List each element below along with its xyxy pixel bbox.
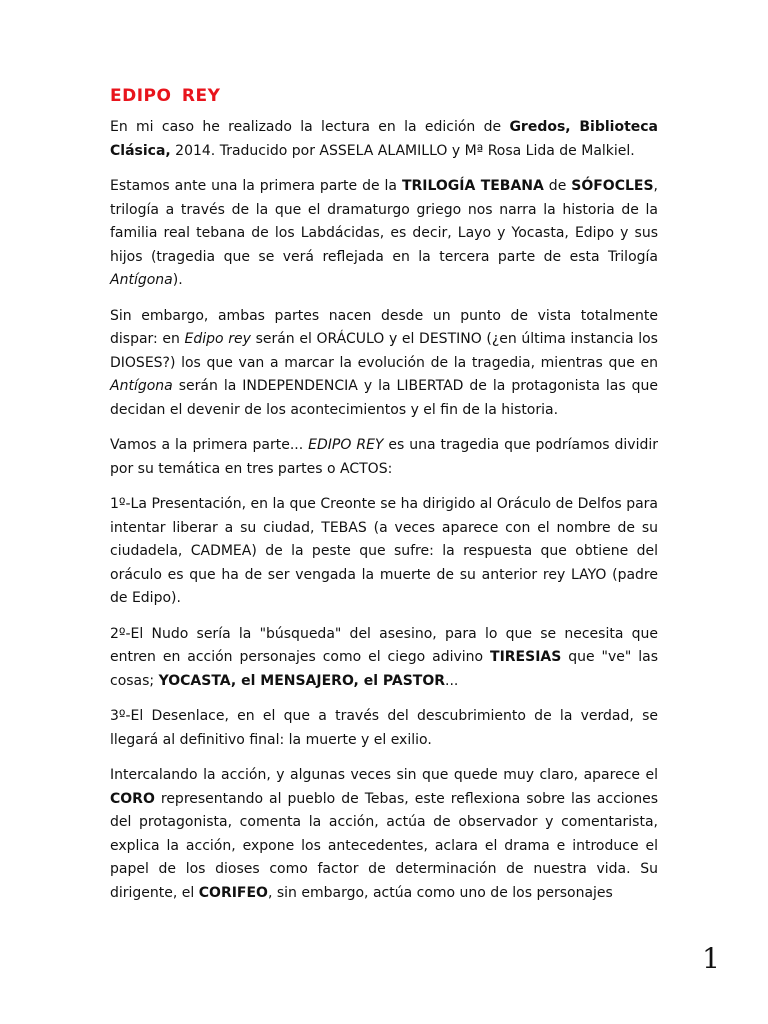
italic-text-run: Antígona: [110, 378, 173, 394]
body-paragraph: [110, 116, 658, 163]
text-run: ).: [172, 272, 183, 288]
text-run: que "ve" las cosas;: [110, 649, 658, 689]
text-run: ...: [445, 672, 459, 689]
bold-text-run: CORO: [110, 790, 155, 807]
bold-text-run: Gredos, Biblioteca Clásica,: [110, 119, 659, 159]
document-page: [110, 86, 658, 917]
text-run: 2014. Traducido por ASSELA ALAMILLO y Mª Rosa Lida de Malkiel.: [170, 142, 635, 159]
body-paragraph: [110, 705, 658, 752]
bold-text-run: CORIFEO: [198, 884, 268, 901]
text-run: Sin embargo, ambas partes nacen desde un punto de vista totalmente dispar: en: [110, 307, 658, 347]
italic-text-run: Antígona: [110, 272, 173, 288]
body-paragraph: [110, 434, 658, 481]
text-run: Estamos ante una la primera parte de la: [110, 178, 402, 194]
text-run: En mi caso he realizado la lectura en la edición de: [110, 119, 510, 135]
text-run: serán el ORÁCULO y el DESTINO (¿en última instancia los DIOSES?) los que van a marcar la evolución de la tragedia, mientras que en: [110, 331, 658, 371]
text-run: 3º-El Desenlace, en el que a través del descubrimiento de la verdad, se llegará al definitivo final: la muerte y el exilio.: [110, 708, 658, 748]
page-number: 1: [702, 942, 720, 975]
document-title: EDIPO REY: [110, 86, 221, 106]
text-run: representando al pueblo de Tebas, este reflexiona sobre las acciones del protagonista, comenta la acción, actúa de observador y comentarista, explica la acción, expone los antecedentes, aclara el drama e introduce el papel de los dioses como factor de determinación de nuestra vida. Su dirigente, el: [110, 790, 658, 901]
text-run: es una tragedia que podríamos dividir por su temática en tres partes o ACTOS:: [110, 437, 658, 477]
italic-text-run: Edipo rey: [184, 331, 251, 347]
body-paragraph: [110, 623, 658, 694]
text-run: , sin embargo, actúa como uno de los personajes: [267, 884, 613, 901]
text-run: 2º-El Nudo sería la "búsqueda" del asesino, para lo que se necesita que entren en acción personajes como el ciego adivino: [110, 625, 658, 665]
body-paragraph: [110, 305, 658, 423]
italic-text-run: EDIPO REY: [308, 437, 384, 453]
bold-text-run: SÓFOCLES: [571, 178, 654, 194]
text-run: , trilogía a través de la que el dramaturgo griego nos narra la historia de la familia real tebana de los Labdácidas, es decir, Layo y Yocasta, Edipo y sus hijos (tragedia que se verá reflejada en la tercera parte de esta Trilogía: [110, 178, 658, 265]
document-body: [110, 116, 658, 905]
text-run: Intercalando la acción, y algunas veces sin que quede muy claro, aparece el: [110, 767, 658, 783]
bold-text-run: TRILOGÍA TEBANA: [401, 178, 544, 194]
bold-text-run: TIRESIAS: [490, 649, 562, 665]
text-run: Vamos a la primera parte...: [110, 437, 309, 453]
body-paragraph: [110, 175, 658, 293]
body-paragraph: [110, 493, 658, 611]
text-run: serán la INDEPENDENCIA y la LIBERTAD de la protagonista las que decidan el devenir de los acontecimientos y el fin de la historia.: [110, 378, 658, 418]
text-run: de: [543, 178, 572, 194]
bold-text-run: YOCASTA, el MENSAJERO, el PASTOR: [158, 672, 446, 689]
text-run: 1º-La Presentación, en la que Creonte se ha dirigido al Oráculo de Delfos para intentar liberar a su ciudad, TEBAS (a veces aparece con el nombre de su ciudadela, CADMEA) de la peste que sufre: la respuesta que obtiene del oráculo es que ha de ser vengada la muerte de su anterior rey LAYO (padre de Edipo).: [110, 496, 658, 606]
body-paragraph: [110, 764, 658, 905]
